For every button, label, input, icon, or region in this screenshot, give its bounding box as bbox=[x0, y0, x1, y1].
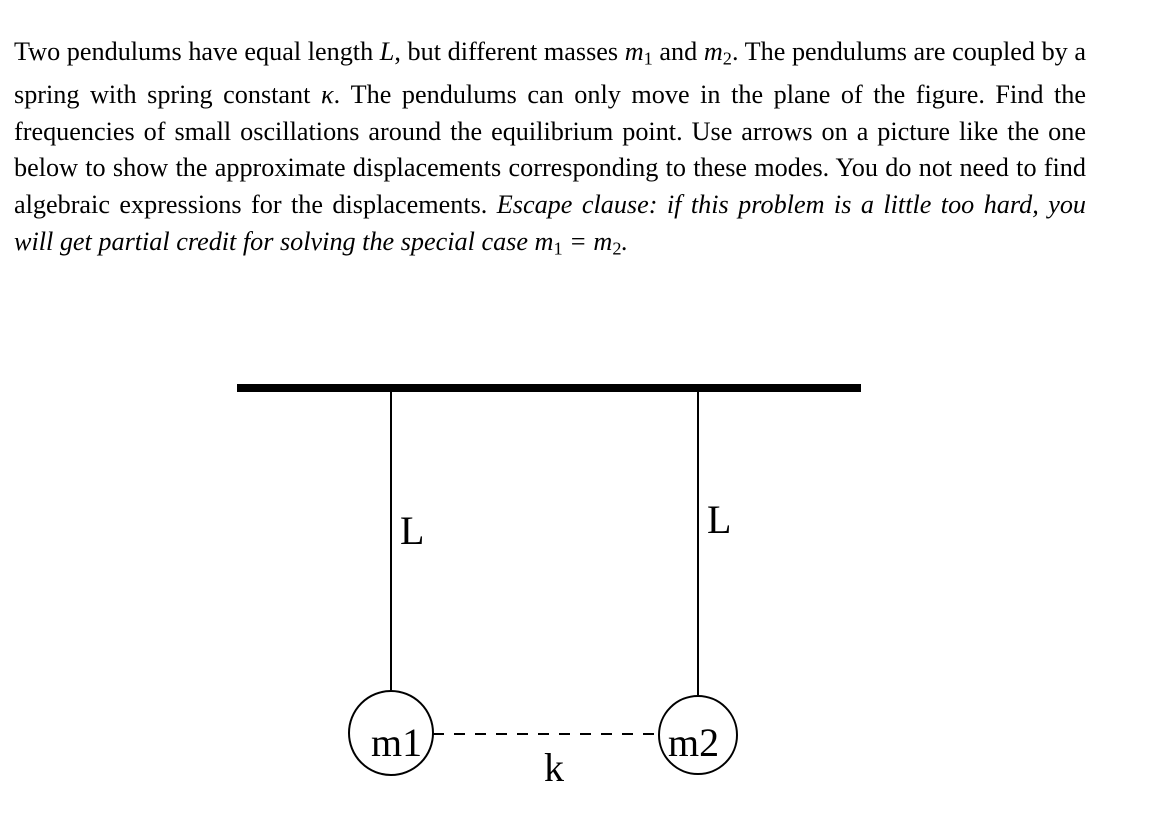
mass-symbol-1: m bbox=[624, 37, 644, 66]
right-mass-label: m2 bbox=[668, 720, 720, 765]
left-length-label: L bbox=[400, 508, 425, 553]
problem-text-1: Two pendulums have equal length bbox=[14, 37, 380, 66]
mass-symbol-4: m bbox=[593, 226, 613, 256]
final-period: . bbox=[621, 226, 629, 256]
left-mass-label: m1 bbox=[371, 720, 423, 765]
mass-symbol-3: m bbox=[534, 226, 554, 256]
mass-subscript-4: 2 bbox=[612, 238, 622, 259]
mass-symbol-2: m bbox=[703, 37, 723, 66]
problem-text-3: . The pendulums are coupled by a spring with spring constant bbox=[14, 37, 1087, 110]
spring-constant-symbol: κ bbox=[320, 80, 334, 110]
mass-subscript-3: 1 bbox=[553, 238, 563, 259]
problem-text-2: , but different masses bbox=[394, 37, 625, 66]
mass-subscript-1: 1 bbox=[643, 48, 653, 69]
escape-clause: Escape clause: if this problem is a little too hard, you will get partial credit for solving the special case bbox=[14, 189, 1087, 256]
equals-sign: = bbox=[562, 226, 594, 256]
spring-constant-label: k bbox=[544, 745, 564, 790]
mass-subscript-2: 2 bbox=[722, 48, 732, 69]
right-length-label: L bbox=[707, 497, 732, 542]
problem-text-and: and bbox=[652, 37, 704, 66]
problem-text-4: . The pendulums can only move in the plane of the figure. Find the frequencies of small oscillations around the equilibrium point. Use arrows on a picture like the one below to show the approximate displacements corresponding to these modes. You do not need to find algebraic expressions for the displacements. bbox=[14, 80, 1086, 219]
length-symbol: L bbox=[379, 37, 395, 66]
